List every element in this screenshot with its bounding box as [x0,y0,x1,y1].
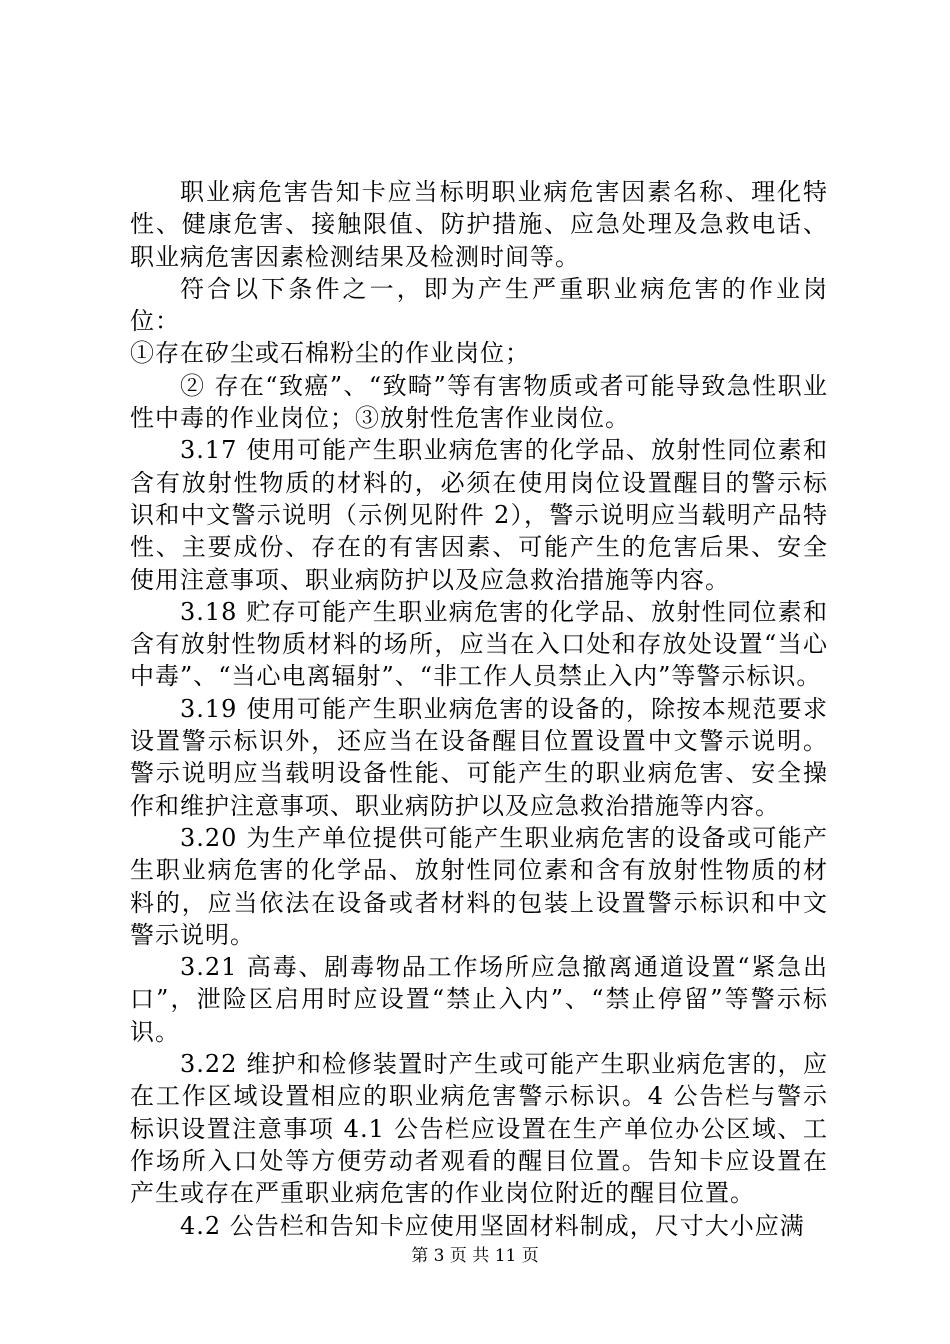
paragraph-notice-card: 职业病危害告知卡应当标明职业病危害因素名称、理化特性、健康危害、接触限值、防护措施、应急处理及急救电话、职业病危害因素检测结果及检测时间等。 [130,178,828,271]
paragraph-4-2: 4.2 公告栏和告知卡应使用坚固材料制成，尺寸大小应满 [180,1211,805,1240]
paragraph-3-18: 3.18 贮存可能产生职业病危害的化学品、放射性同位素和含有放射性物质材料的场所，应当在入口处和存放处设置“当心中毒”、“当心电离辐射”、“非工作人员禁止入内”等警示标识。 [130,597,828,691]
paragraph-3-21: 3.21 高毒、剧毒物品工作场所应急撤离通道设置“紧急出口”，泄险区启用时应设置“禁止入内”、“禁止停留”等警示标识。 [130,953,828,1046]
paragraph-3-20: 3.20 为生产单位提供可能产生职业病危害的设备或可能产生职业病危害的化学品、放射性同位素和含有放射性物质的材料的，应当依法在设备或者材料的包装上设置警示标识和中文警示说明。 [130,823,828,949]
paragraph-3-22: 3.22 维护和检修装置时产生或可能产生职业病危害的，应在工作区域设置相应的职业病危害警示标识。4 公告栏与警示标识设置注意事项 4.1 公告栏应设置在生产单位办公区域、工作场所入口处等方便劳动者观看的醒目位置。告知卡应设置在产生或存在严重职业病危害的作业岗位附近的醒目位置。 [130,1050,828,1208]
document-body [130,176,828,1242]
page-footer [0,1241,950,1266]
paragraph-3-17: 3.17 使用可能产生职业病危害的化学品、放射性同位素和含有放射性物质的材料的，必须在使用岗位设置醒目的警示标识和中文警示说明（示例见附件 2），警示说明应当载明产品特性、主要成份、存在的有害因素、可能产生的危害后果、安全使用注意事项、职业病防护以及应急救治措施等内容。 [130,436,828,594]
paragraph-severe-conditions: 符合以下条件之一，即为产生严重职业病危害的作业岗位： [130,274,828,336]
page-number-label: 第 3 页 共 11 页 [411,1246,539,1266]
paragraph-3-19: 3.19 使用可能产生职业病危害的设备的，除按本规范要求设置警示标识外，还应当在设备醒目位置设置中文警示说明。警示说明应当载明设备性能、可能产生的职业病危害、安全操作和维护注意事项、职业病防护以及应急救治措施等内容。 [130,694,828,820]
paragraph-condition-1: ①存在矽尘或石棉粉尘的作业岗位； [130,339,530,368]
paragraph-condition-2-3: ② 存在“致癌”、“致畸”等有害物质或者可能导致急性职业性中毒的作业岗位；③放射性危害作业岗位。 [130,371,828,433]
